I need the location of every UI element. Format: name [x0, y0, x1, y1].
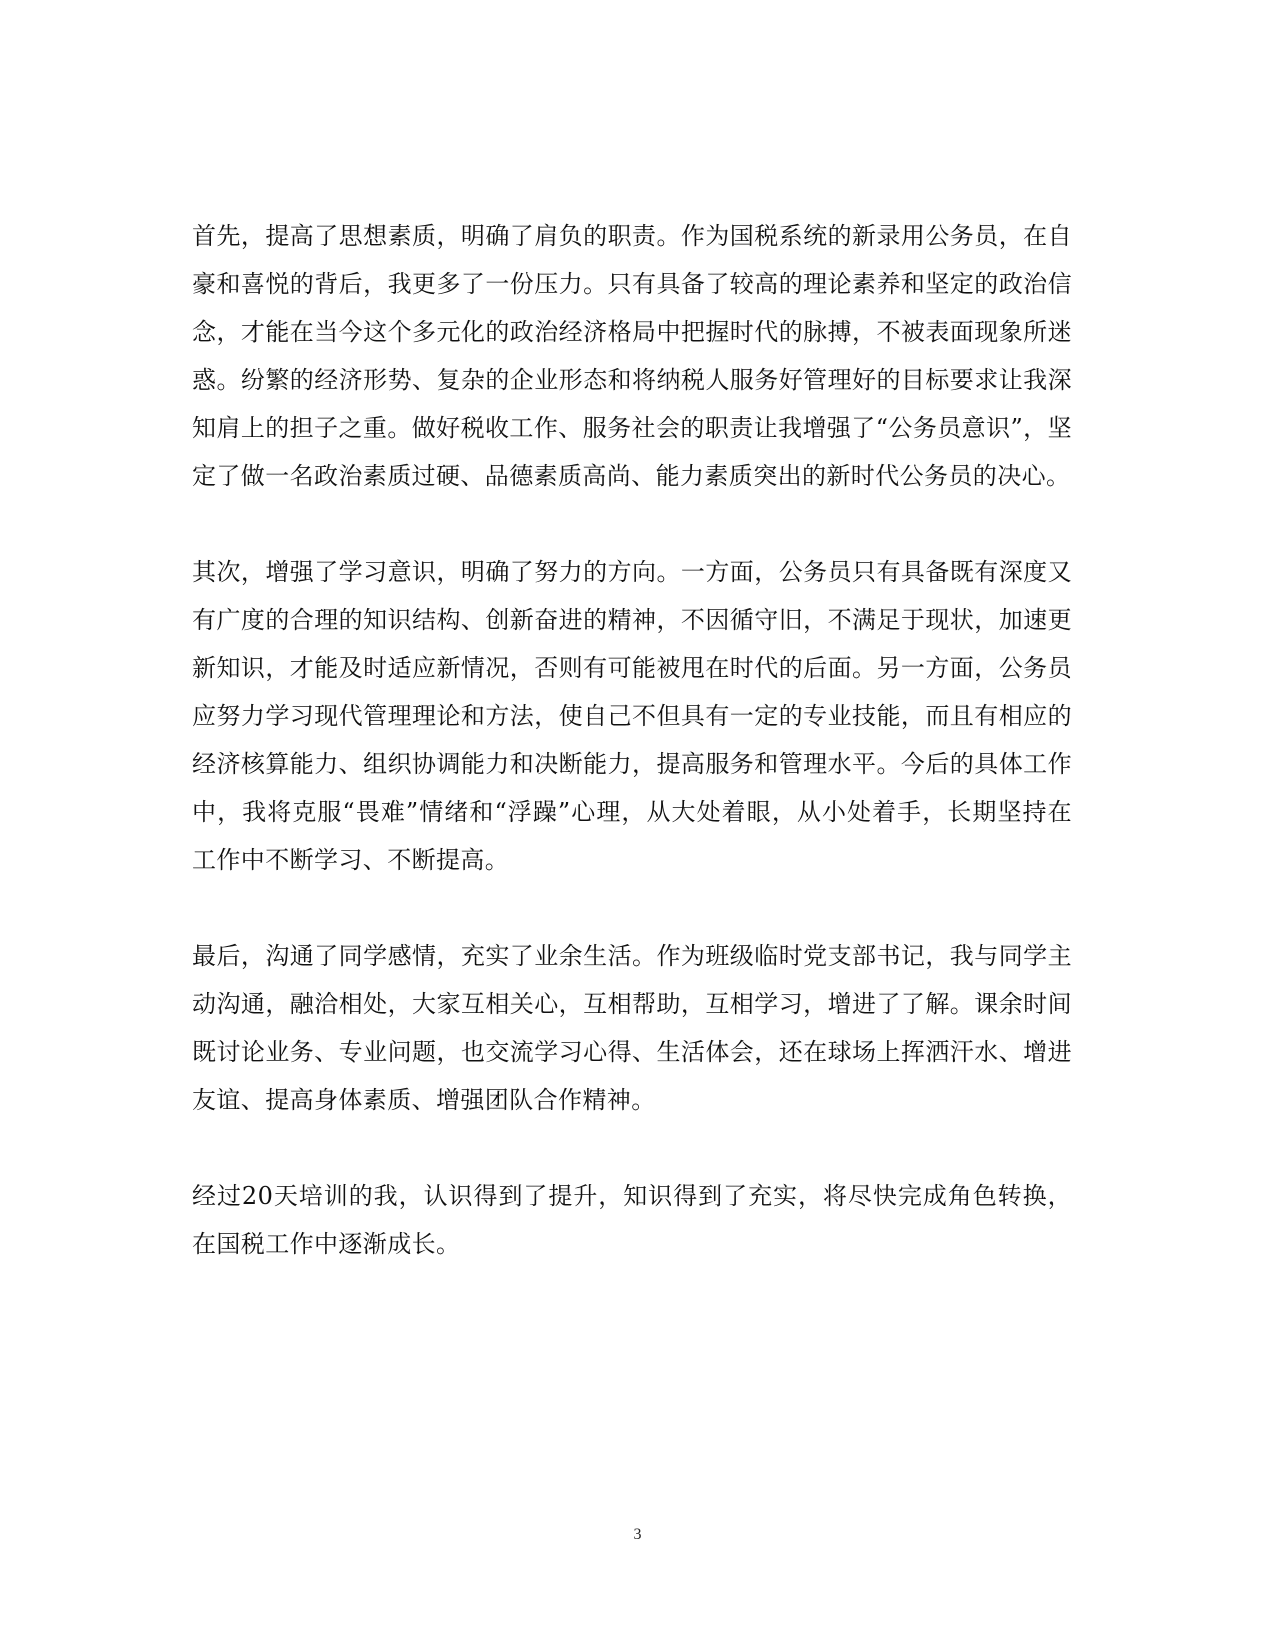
paragraph-2: 其次，增强了学习意识，明确了努力的方向。一方面，公务员只有具备既有深度又有广度的合理的知识结构、创新奋进的精神，不因循守旧，不满足于现状，加速更新知识，才能及时适应新情况，否则有可能被甩在时代的后面。另一方面，公务员应努力学习现代管理理论和方法，使自己不但具有一定的专业技能，而且有相应的经济核算能力、组织协调能力和决断能力，提高服务和管理水平。今后的具体工作中，我将克服“畏难”情绪和“浮躁”心理，从大处着眼，从小处着手，长期坚持在工作中不断学习、不断提高。	[192, 558, 1072, 874]
paragraph-1: 首先，提高了思想素质，明确了肩负的职责。作为国税系统的新录用公务员，在自豪和喜悦的背后，我更多了一份压力。只有具备了较高的理论素养和坚定的政治信念，才能在当今这个多元化的政治经济格局中把握时代的脉搏，不被表面现象所迷惑。纷繁的经济形势、复杂的企业形态和将纳税人服务好管理好的目标要求让我深知肩上的担子之重。做好税收工作、服务社会的职责让我增强了“公务员意识”，坚定了做一名政治素质过硬、品德素质高尚、能力素质突出的新时代公务员的决心。	[192, 222, 1072, 490]
page-number: 3	[633, 1526, 642, 1543]
paragraph-3: 最后，沟通了同学感情，充实了业余生活。作为班级临时党支部书记，我与同学主动沟通，融洽相处，大家互相关心，互相帮助，互相学习，增进了了解。课余时间既讨论业务、专业问题，也交流学习心得、生活体会，还在球场上挥洒汗水、增进友谊、提高身体素质、增强团队合作精神。	[192, 942, 1072, 1114]
document-body	[192, 212, 1072, 1268]
paragraph-4: 经过20天培训的我，认识得到了提升，知识得到了充实，将尽快完成角色转换，在国税工作中逐渐成长。	[192, 1182, 1072, 1258]
